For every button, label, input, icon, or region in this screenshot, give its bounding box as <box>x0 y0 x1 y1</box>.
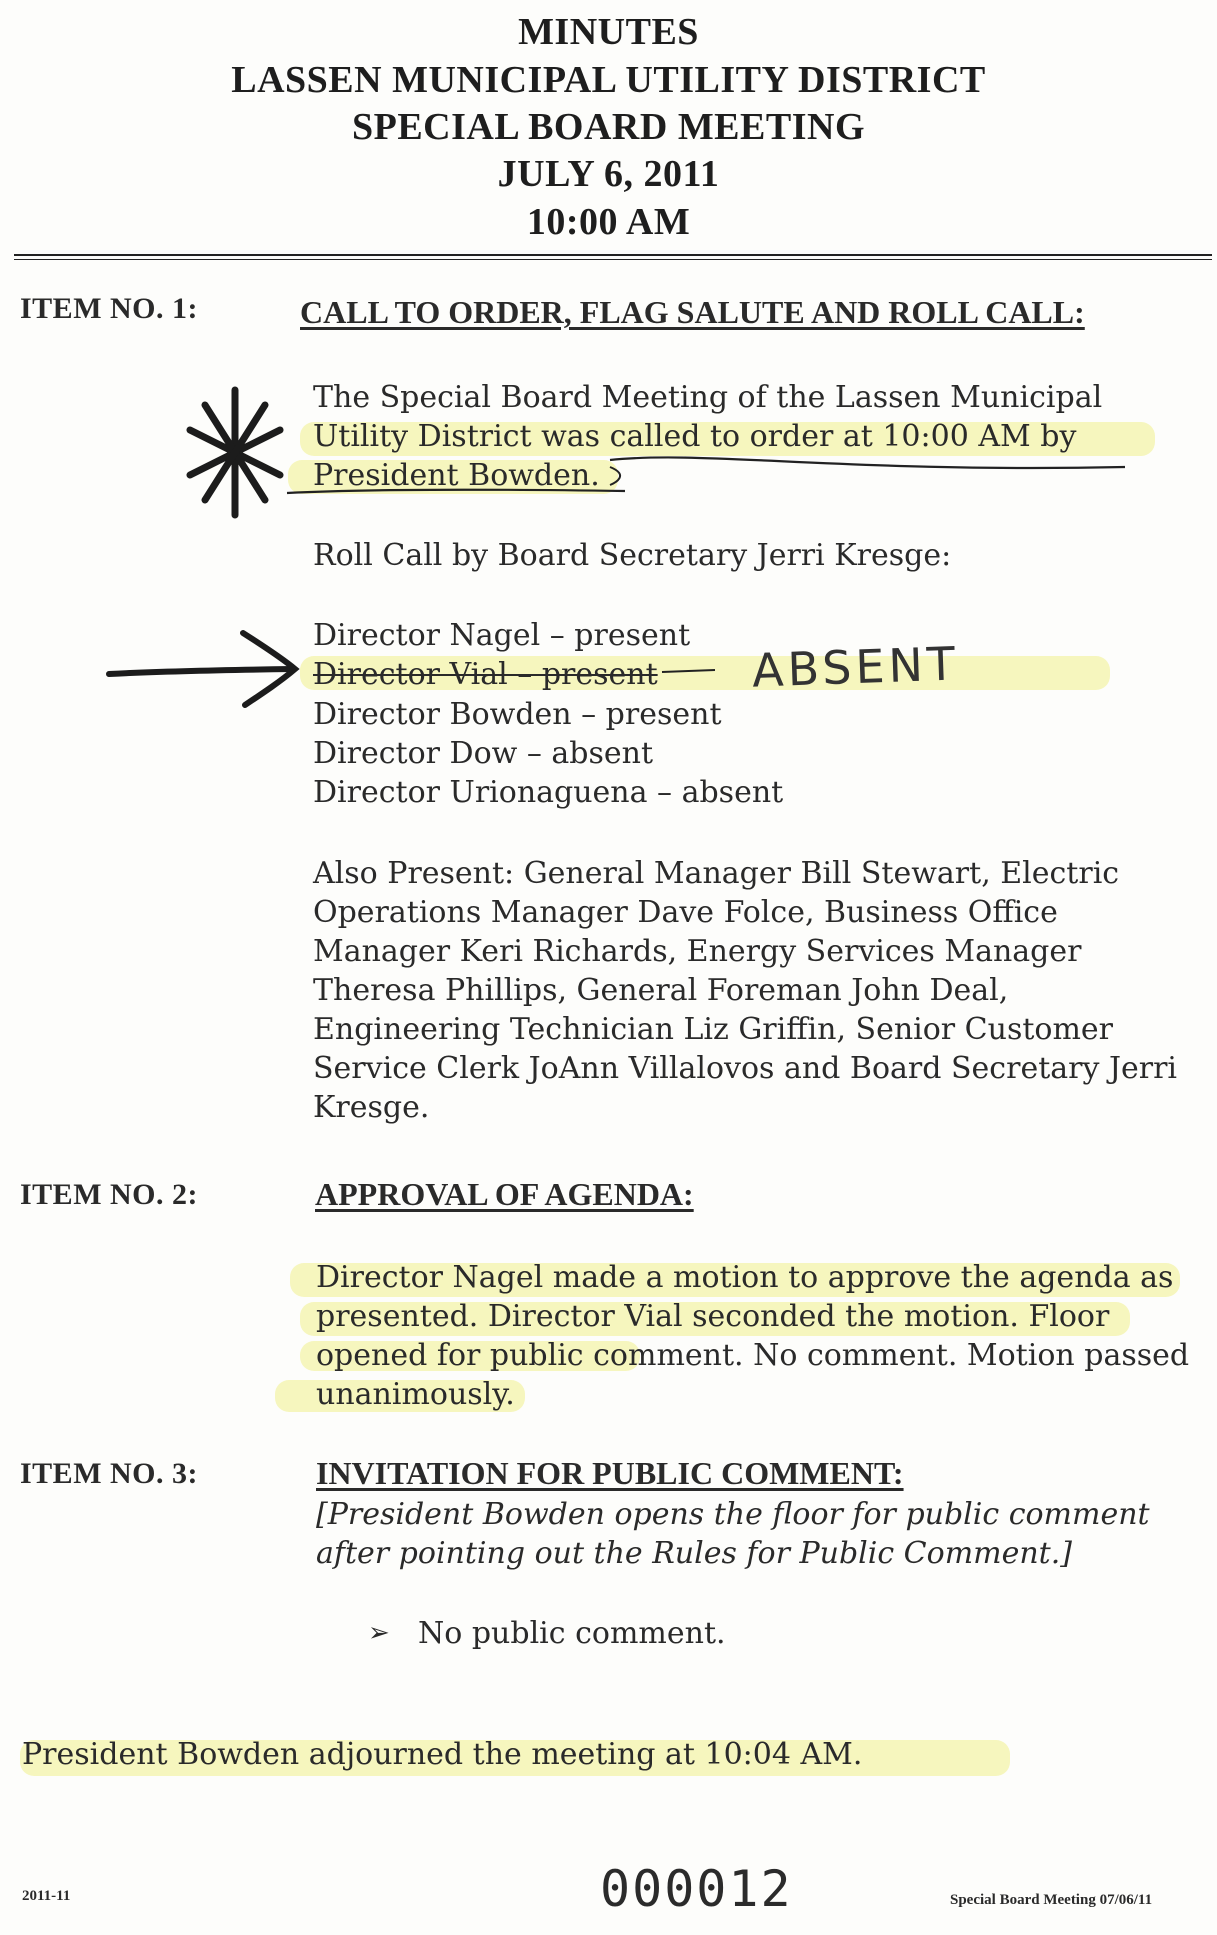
agenda-line: Director Nagel made a motion to approve the agenda as <box>316 1260 1174 1295</box>
roll-call-intro: Roll Call by Board Secretary Jerri Kresge: <box>313 538 952 573</box>
agenda-line: unanimously. <box>316 1377 515 1412</box>
also-present-line: Manager Keri Richards, Energy Services Manager <box>313 934 1082 969</box>
no-public-comment: No public comment. <box>418 1616 726 1651</box>
roll-entry-struck: Director Vial – present <box>313 657 658 692</box>
page-stamp: 000012 <box>600 1860 793 1918</box>
item3-note-line: after pointing out the Rules for Public Comment.] <box>316 1536 1072 1571</box>
call-to-order-line: Utility District was called to order at 10:00 AM by <box>313 419 1077 454</box>
asterisk-annotation-icon <box>180 385 290 525</box>
also-present-line: Operations Manager Dave Folce, Business Office <box>313 895 1058 930</box>
item3-label: ITEM NO. 3: <box>20 1457 198 1490</box>
title-meeting-type: SPECIAL BOARD MEETING <box>351 106 866 148</box>
header-rule-thin <box>14 259 1212 260</box>
item2-label: ITEM NO. 2: <box>20 1178 198 1211</box>
adjournment: President Bowden adjourned the meeting at 10:04 AM. <box>22 1737 863 1772</box>
arrow-annotation-icon <box>105 625 300 710</box>
item3-heading: INVITATION FOR PUBLIC COMMENT: <box>316 1455 904 1491</box>
title-time: 10:00 AM <box>526 201 691 243</box>
also-present-line: Theresa Phillips, General Foreman John Deal, <box>313 973 1009 1008</box>
title-minutes: MINUTES <box>518 11 699 53</box>
item3-note-line: [President Bowden opens the floor for public comment <box>316 1497 1150 1532</box>
bullet-arrow-icon: ➢ <box>368 1618 390 1648</box>
also-present-line: Service Clerk JoAnn Villalovos and Board Secretary Jerri <box>313 1051 1178 1086</box>
header-rule <box>14 254 1212 256</box>
strike-dash-icon <box>660 660 720 680</box>
also-present-line: Also Present: General Manager Bill Stewart, Electric <box>313 856 1120 891</box>
roll-entry: Director Bowden – present <box>313 697 722 732</box>
also-present-line: Kresge. <box>313 1090 430 1125</box>
footer-doc-number: 2011-11 <box>22 1888 71 1904</box>
title-district: LASSEN MUNICIPAL UTILITY DISTRICT <box>231 59 986 101</box>
call-to-order-line: The Special Board Meeting of the Lassen Municipal <box>313 380 1103 415</box>
agenda-line: presented. Director Vial seconded the motion. Floor <box>316 1299 1110 1334</box>
agenda-line: opened for public comment. No comment. Motion passed <box>316 1338 1190 1373</box>
call-to-order-line: President Bowden. <box>313 458 600 493</box>
roll-entry: Director Urionaguena – absent <box>313 775 784 810</box>
title-date: JULY 6, 2011 <box>497 153 720 195</box>
item1-label: ITEM NO. 1: <box>20 292 198 325</box>
underline-annotation-icon <box>285 445 1135 495</box>
item2-heading: APPROVAL OF AGENDA: <box>315 1176 694 1212</box>
item1-heading: CALL TO ORDER, FLAG SALUTE AND ROLL CALL: <box>300 294 1085 330</box>
roll-entry: Director Dow – absent <box>313 736 654 771</box>
footer-meeting-ref: Special Board Meeting 07/06/11 <box>950 1892 1153 1908</box>
handwritten-absent: ABSENT <box>751 636 960 698</box>
also-present-line: Engineering Technician Liz Griffin, Senior Customer <box>313 1012 1114 1047</box>
roll-entry: Director Nagel – present <box>313 618 691 653</box>
